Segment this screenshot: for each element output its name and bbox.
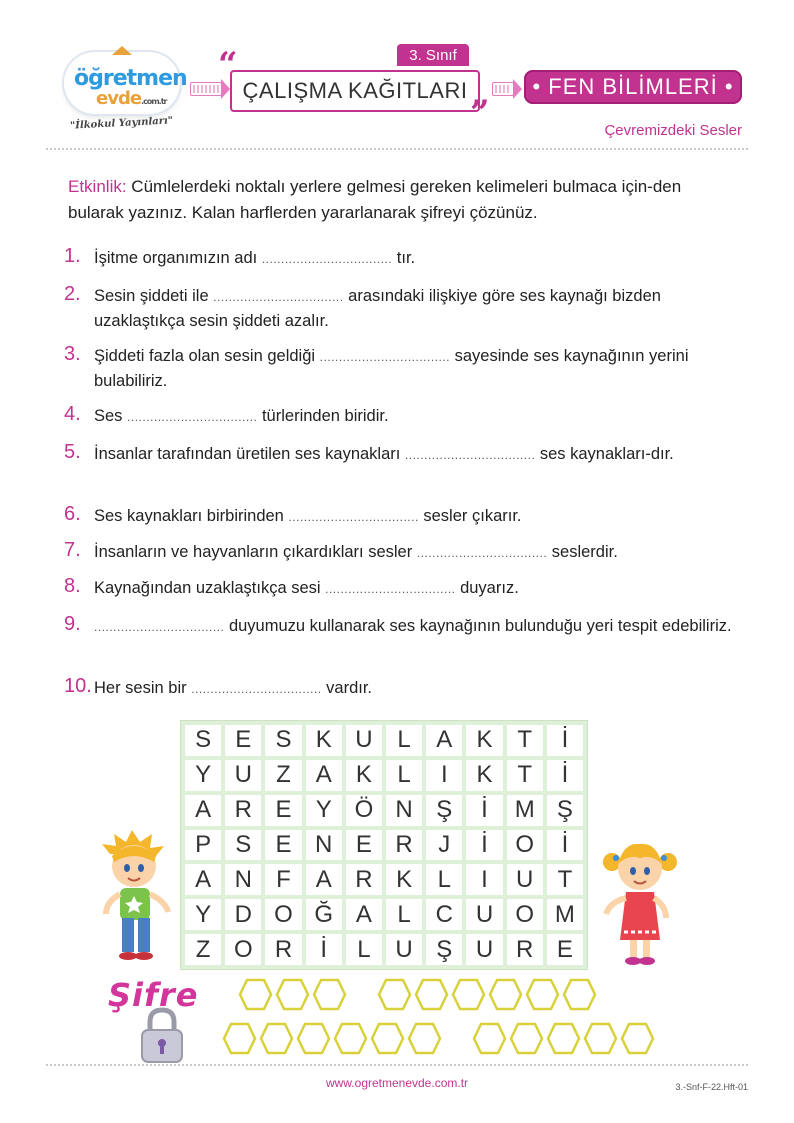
- puzzle-letter: I: [426, 760, 462, 791]
- cipher-letter-box[interactable]: [370, 1022, 405, 1055]
- cipher-letter-box[interactable]: [312, 978, 347, 1011]
- topic-title: Çevremizdeki Sesler: [604, 122, 742, 139]
- puzzle-letter: N: [386, 795, 422, 826]
- cipher-letter-box[interactable]: [414, 978, 449, 1011]
- puzzle-letter: R: [507, 934, 543, 965]
- puzzle-letter: K: [466, 760, 502, 791]
- boy-illustration: [96, 826, 176, 966]
- cipher-row-2: [222, 1022, 655, 1055]
- puzzle-letter: L: [346, 934, 382, 965]
- question-item: 2. Sesin şiddeti ile .................................. arasındaki ilişkiye göre ses kaynağı bizden uzaklaştıkça sesin şiddeti azalır.: [64, 283, 661, 330]
- footer-sheet-code: 3.-Snf-F-22.Hft-01: [675, 1082, 748, 1092]
- cipher-letter-box[interactable]: [562, 978, 597, 1011]
- puzzle-letter: Y: [306, 795, 342, 826]
- question-item: 4. Ses .................................. türlerinden biridir.: [64, 403, 389, 425]
- publisher-logo: [60, 44, 187, 132]
- answer-blank[interactable]: ..................................: [416, 546, 548, 560]
- puzzle-letter: K: [346, 760, 382, 791]
- puzzle-letter: A: [185, 795, 221, 826]
- question-number: 5.: [64, 441, 81, 463]
- puzzle-letter: K: [386, 864, 422, 895]
- puzzle-letter: Ş: [426, 934, 462, 965]
- question-item: 6. Ses kaynakları birbirinden .................................. sesler çıkarır.: [64, 503, 522, 525]
- cipher-letter-box[interactable]: [472, 1022, 507, 1055]
- cipher-letter-box[interactable]: [509, 1022, 544, 1055]
- puzzle-letter: E: [225, 725, 261, 756]
- cipher-letter-box[interactable]: [525, 978, 560, 1011]
- cipher-letter-box[interactable]: [275, 978, 310, 1011]
- puzzle-letter: O: [225, 934, 261, 965]
- puzzle-letter: P: [185, 830, 221, 861]
- puzzle-letter: T: [547, 864, 583, 895]
- question-item: 9. .................................. duyumuzu kullanarak ses kaynağının bulunduğu yeri tespit edebiliriz.: [64, 613, 732, 635]
- puzzle-letter: Y: [185, 899, 221, 930]
- worksheet-title: ÇALIŞMA KAĞITLARI: [230, 70, 480, 112]
- cipher-letter-box[interactable]: [488, 978, 523, 1011]
- padlock-icon: [136, 1006, 188, 1066]
- cipher-letter-box[interactable]: [620, 1022, 655, 1055]
- puzzle-letter: L: [386, 760, 422, 791]
- answer-blank[interactable]: ..................................: [191, 682, 322, 696]
- answer-blank[interactable]: ..................................: [261, 252, 393, 266]
- question-number: 3.: [64, 343, 81, 365]
- answer-blank[interactable]: ..................................: [94, 620, 225, 634]
- question-item: 3. Şiddeti fazla olan sesin geldiği .................................. sayesinde ses kaynağının yerini bulabiliriz.: [64, 343, 689, 390]
- puzzle-letter: İ: [547, 760, 583, 791]
- cipher-letter-box[interactable]: [377, 978, 412, 1011]
- question-number: 10.: [64, 675, 92, 697]
- puzzle-letter: O: [507, 899, 543, 930]
- logo-word-ogretmen: öğretmen: [74, 66, 187, 91]
- logo-word-evde: evde.com.tr: [96, 88, 167, 109]
- question-item: 8. Kaynağından uzaklaştıkça sesi .................................. duyarız.: [64, 575, 519, 597]
- close-quote-mark: ”: [470, 93, 490, 133]
- activity-text: Cümlelerdeki noktalı yerlere gelmesi gereken kelimeleri bulmaca için-den bularak yazınız. Kalan harflerden yararlanarak şifreyi çözünüz.: [68, 177, 682, 222]
- cipher-letter-box[interactable]: [222, 1022, 257, 1055]
- puzzle-letter: D: [225, 899, 261, 930]
- puzzle-letter: S: [265, 725, 301, 756]
- puzzle-letter: R: [225, 795, 261, 826]
- question-number: 9.: [64, 613, 81, 635]
- puzzle-letter: İ: [466, 830, 502, 861]
- puzzle-letter: Z: [185, 934, 221, 965]
- puzzle-letter: K: [306, 725, 342, 756]
- puzzle-letter: J: [426, 830, 462, 861]
- question-item: 10. Her sesin bir .................................. vardır.: [64, 675, 372, 697]
- puzzle-letter: U: [386, 934, 422, 965]
- puzzle-letter: İ: [466, 795, 502, 826]
- puzzle-letter: C: [426, 899, 462, 930]
- puzzle-letter: U: [346, 725, 382, 756]
- footer-website: www.ogretmenevde.com.tr: [325, 1076, 469, 1090]
- puzzle-letter: E: [265, 795, 301, 826]
- logo-tagline: "İlkokul Yayınları": [69, 115, 174, 132]
- puzzle-letter: A: [306, 760, 342, 791]
- cipher-row-1: [238, 978, 597, 1011]
- puzzle-letter: F: [265, 864, 301, 895]
- cipher-letter-box[interactable]: [238, 978, 273, 1011]
- question-item: 7. İnsanların ve hayvanların çıkardıkları sesler .................................. seslerdir.: [64, 539, 618, 561]
- answer-blank[interactable]: ..................................: [325, 582, 456, 596]
- puzzle-letter: L: [386, 725, 422, 756]
- question-number: 8.: [64, 575, 81, 597]
- answer-blank[interactable]: ..................................: [213, 290, 344, 304]
- question-item: 5. İnsanlar tarafından üretilen ses kaynakları .................................. ses kaynakları-dır.: [64, 441, 674, 463]
- arrow-icon: [492, 82, 514, 96]
- cipher-letter-box[interactable]: [407, 1022, 442, 1055]
- puzzle-letter: R: [386, 830, 422, 861]
- activity-label: Etkinlik:: [68, 177, 127, 196]
- puzzle-letter: A: [426, 725, 462, 756]
- puzzle-letter: L: [426, 864, 462, 895]
- answer-blank[interactable]: ..................................: [319, 350, 451, 364]
- puzzle-letter: M: [507, 795, 543, 826]
- puzzle-letter: O: [265, 899, 301, 930]
- question-number: 6.: [64, 503, 81, 525]
- puzzle-letter: R: [346, 864, 382, 895]
- puzzle-letter: L: [386, 899, 422, 930]
- grade-badge: 3. Sınıf: [397, 44, 469, 66]
- answer-blank[interactable]: ..................................: [404, 448, 536, 462]
- puzzle-letter: T: [507, 760, 543, 791]
- question-number: 4.: [64, 403, 81, 425]
- question-number: 7.: [64, 539, 81, 561]
- answer-blank[interactable]: ..................................: [127, 410, 258, 424]
- word-search-grid: [180, 720, 588, 970]
- cipher-letter-box[interactable]: [546, 1022, 581, 1055]
- open-quote-mark: “: [218, 45, 238, 85]
- puzzle-letter: A: [306, 864, 342, 895]
- puzzle-letter: R: [265, 934, 301, 965]
- question-item: 1. İşitme organımızın adı .................................. tır.: [64, 245, 416, 267]
- puzzle-letter: Ö: [346, 795, 382, 826]
- puzzle-letter: S: [185, 725, 221, 756]
- girl-illustration: [600, 828, 680, 970]
- puzzle-letter: U: [466, 934, 502, 965]
- puzzle-letter: İ: [547, 830, 583, 861]
- puzzle-letter: O: [507, 830, 543, 861]
- puzzle-letter: A: [185, 864, 221, 895]
- puzzle-letter: I: [466, 864, 502, 895]
- cipher-letter-box[interactable]: [583, 1022, 618, 1055]
- cipher-letter-box[interactable]: [259, 1022, 294, 1055]
- puzzle-letter: T: [507, 725, 543, 756]
- puzzle-letter: S: [225, 830, 261, 861]
- puzzle-letter: Ğ: [306, 899, 342, 930]
- header-divider: [46, 148, 748, 150]
- footer-divider: [46, 1064, 748, 1066]
- puzzle-letter: İ: [306, 934, 342, 965]
- puzzle-letter: E: [346, 830, 382, 861]
- puzzle-letter: N: [225, 864, 261, 895]
- puzzle-letter: E: [265, 830, 301, 861]
- cipher-label: Şifre: [108, 976, 199, 1014]
- puzzle-letter: U: [507, 864, 543, 895]
- puzzle-letter: E: [547, 934, 583, 965]
- cipher-letter-box[interactable]: [333, 1022, 368, 1055]
- cipher-letter-box[interactable]: [451, 978, 486, 1011]
- subject-banner: • FEN BİLİMLERİ •: [524, 70, 742, 104]
- puzzle-letter: Ş: [547, 795, 583, 826]
- puzzle-letter: Ş: [426, 795, 462, 826]
- puzzle-letter: M: [547, 899, 583, 930]
- question-number: 1.: [64, 245, 81, 267]
- activity-instruction: [68, 174, 728, 226]
- question-number: 2.: [64, 283, 81, 305]
- puzzle-letter: Y: [185, 760, 221, 791]
- puzzle-letter: K: [466, 725, 502, 756]
- answer-blank[interactable]: ..................................: [288, 510, 419, 524]
- house-roof-icon: [112, 46, 132, 55]
- puzzle-letter: A: [346, 899, 382, 930]
- puzzle-letter: U: [225, 760, 261, 791]
- puzzle-letter: İ: [547, 725, 583, 756]
- puzzle-letter: U: [466, 899, 502, 930]
- puzzle-letter: N: [306, 830, 342, 861]
- cipher-letter-box[interactable]: [296, 1022, 331, 1055]
- puzzle-letter: Z: [265, 760, 301, 791]
